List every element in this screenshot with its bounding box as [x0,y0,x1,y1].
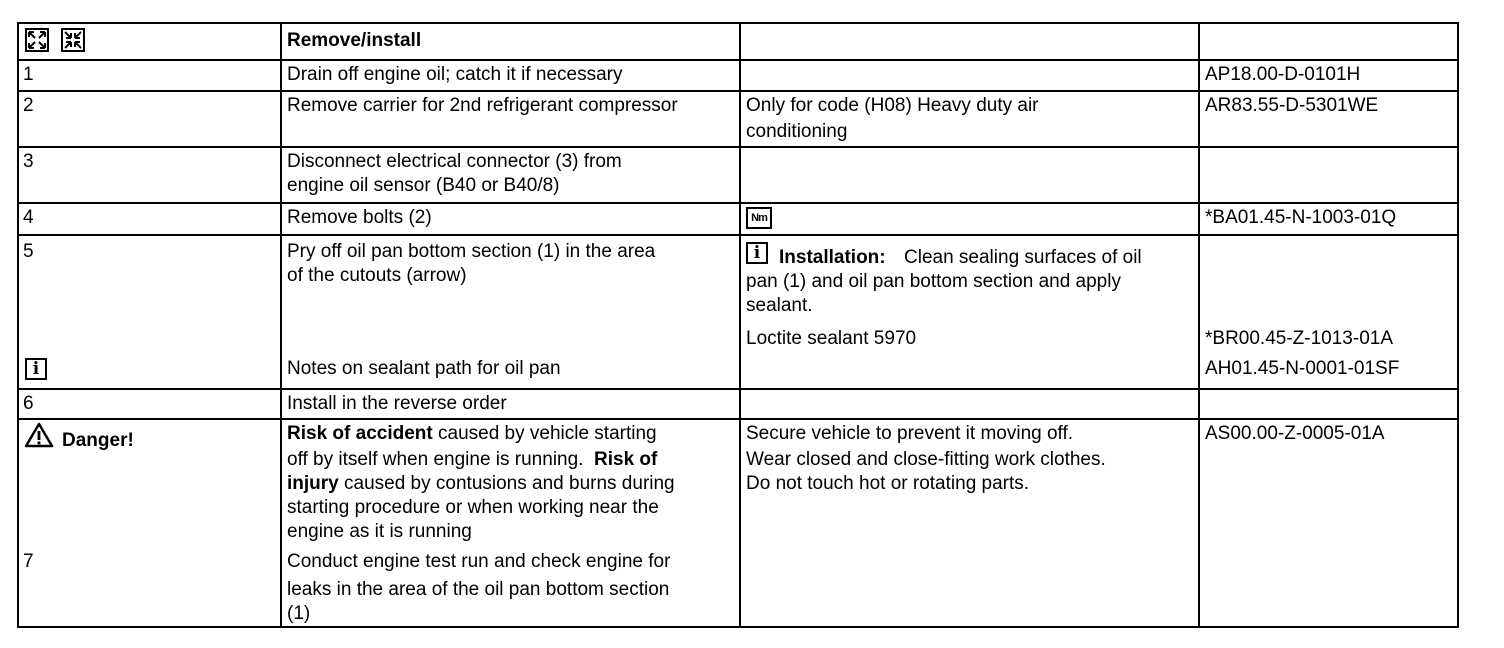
step-number: 6 [23,393,34,414]
danger-text-line: starting procedure or when working near the [287,497,659,518]
header-title: Remove/install [287,30,422,51]
step-action: Pry off oil pan bottom section (1) in the area [287,241,656,262]
danger-text-line: engine as it is running [287,521,472,542]
step-number: 1 [23,64,34,85]
torque-nm-icon[interactable]: Nm [746,207,772,229]
row-divider [19,388,1457,390]
step-action: Remove carrier for 2nd refrigerant compressor [287,95,678,116]
sealant-note: Loctite sealant 5970 [746,328,917,349]
step-action: (1) [287,603,311,624]
row-divider [19,418,1457,420]
step-note: Clean sealing surfaces of oil [904,247,1142,268]
reference-link[interactable]: AP18.00-D-0101H [1205,64,1361,85]
step-action: Conduct engine test run and check engine for [287,551,671,572]
step-action: Remove bolts (2) [287,207,432,228]
row-divider [19,59,1457,61]
danger-text-line [287,422,657,446]
danger-text-line [287,448,657,472]
safety-note: Wear closed and close-fitting work clothes. [746,449,1106,470]
step-action: Disconnect electrical connector (3) from [287,151,622,172]
row-divider [19,90,1457,92]
row-divider [19,202,1457,204]
danger-text-line [287,472,675,496]
info-icon[interactable]: i [746,242,768,264]
expand-icon[interactable] [25,28,49,52]
reference-link[interactable]: *BR00.45-Z-1013-01A [1205,328,1393,349]
danger-emphasis: Risk of [594,449,658,470]
step-note: sealant. [746,295,813,316]
column-divider [739,24,741,626]
procedure-table [17,22,1459,628]
danger-emphasis: Risk of accident [287,423,433,444]
step-action: engine oil sensor (B40 or B40/8) [287,175,560,196]
column-divider [280,24,282,626]
step-number: 5 [23,241,34,262]
step-action: Drain off engine oil; catch it if necessary [287,64,623,85]
danger-emphasis: injury [287,473,339,494]
step-action: Install in the reverse order [287,393,507,414]
row-divider [19,146,1457,148]
safety-note: Secure vehicle to prevent it moving off. [746,423,1074,444]
step-action: leaks in the area of the oil pan bottom section [287,579,670,600]
step-note: pan (1) and oil pan bottom section and apply [746,271,1121,292]
step-note: Only for code (H08) Heavy duty air [746,95,1039,116]
reference-link[interactable]: AS00.00-Z-0005-01A [1205,423,1385,444]
reference-link[interactable]: AH01.45-N-0001-01SF [1205,358,1400,379]
step-action: Notes on sealant path for oil pan [287,358,561,379]
warning-icon [24,422,54,448]
column-divider [1198,24,1200,626]
reference-link[interactable]: *BA01.45-N-1003-01Q [1205,207,1397,228]
danger-label: Danger! [62,430,134,451]
danger-text: caused by vehicle starting [432,423,657,444]
step-number: 3 [23,151,34,172]
danger-text: off by itself when engine is running. [287,449,584,470]
danger-text: caused by contusions and burns during [338,473,675,494]
step-note: conditioning [746,121,848,142]
installation-label: Installation: [779,247,886,268]
reference-link[interactable]: AR83.55-D-5301WE [1205,95,1379,116]
step-number: 4 [23,207,34,228]
collapse-icon[interactable] [61,28,85,52]
step-number: 7 [23,551,34,572]
step-number: 2 [23,95,34,116]
row-divider [19,234,1457,236]
safety-note: Do not touch hot or rotating parts. [746,473,1030,494]
step-action: of the cutouts (arrow) [287,265,467,286]
info-icon[interactable]: i [25,358,47,380]
